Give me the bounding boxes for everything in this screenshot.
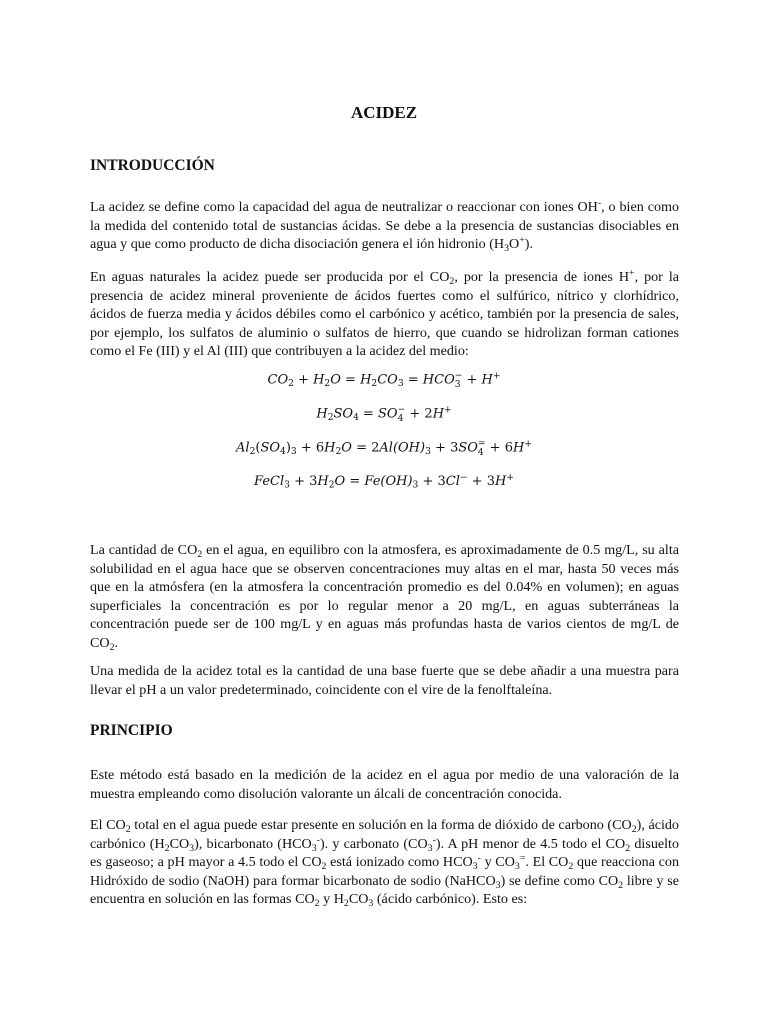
superscript: − [459,473,468,483]
eq-term: H [494,474,507,489]
eq-coefficient: 2 [371,440,380,456]
superscript: - [432,834,436,846]
eq-coefficient: 3 [450,440,459,456]
eq-operator: + [418,474,438,489]
text-run: . [114,634,119,651]
eq-term: H [313,372,325,388]
superscript: + [492,371,501,382]
eq-operator: ) [285,440,291,456]
eq-term: H [360,372,372,388]
paragraph-co2-forms [90,816,679,909]
eq-term: Cl [445,474,460,489]
text-run: en el agua, en equilibro con la atmosfera, es aproximadamente de 0.5 mg/L, su alta solubilidad en el agua hace que se observen concentraciones muy altas en el mar, hasta 50 veces más que en la atmósfera (en la atmosfera la concentración promedio es del 0.04% en volumen); en aguas superficiales la concentración es por lo regular menor a 20 mg/L, en aguas subterráneas la concentración puede ser de 100 mg/L y en aguas más profundas hasta de varios cientos de mg/L de CO [90,542,679,651]
subscript: 2 [343,897,349,909]
text-run: , por la presencia de iones H [454,269,630,285]
subscript: 2 [449,275,455,287]
text-run: está ionizado como HCO [326,854,473,870]
eq-term: H [432,406,445,422]
superscript: - [316,834,320,846]
text-run: ), ácido carbónico (H [90,817,679,852]
subscript: 2 [631,823,637,835]
subscript: 4 [397,414,404,425]
text-run: El CO [90,817,126,833]
eq-term: CO [377,372,398,388]
equation-sulfuric-acid [0,406,768,424]
eq-operator: + [467,474,487,489]
eq-term: FeCl [254,474,285,489]
eq-coefficient: 6 [315,440,325,456]
subscript: 2 [197,548,203,560]
text-run: La cantidad de CO [90,542,198,558]
text-run: La acidez se define como la capacidad del agua de neutralizar o reaccionar con iones OH [90,199,598,215]
subscript: 2 [164,842,170,854]
sub-sup-stack [478,440,486,458]
eq-term: SO [458,440,478,456]
eq-term: SO [333,406,354,422]
eq-operator: + [289,474,310,489]
text-run: que reacciona con Hidróxido de sodio (NaOH) para formar bicarbonato de sodio (NaHCO [90,854,680,889]
eq-operator: = [340,372,361,388]
eq-term: O [341,440,352,456]
text-run: y H [319,891,344,907]
eq-term: O [334,474,346,489]
paragraph-total-acidity [90,662,679,699]
eq-operator: + [485,440,505,456]
subscript: 3 [472,860,478,872]
superscript: - [477,852,481,864]
eq-coefficient: 3 [486,474,495,489]
superscript: = [519,852,526,864]
subscript: 2 [328,480,335,491]
subscript: 2 [321,860,327,872]
subscript: 3 [368,897,374,909]
eq-term: CO [267,372,289,388]
subscript: 3 [495,879,501,891]
text-run: CO [348,891,369,907]
text-run: Este método está basado en la medición de la acidez en el agua por medio de una valoración de la muestra empleando como disolución valorante un álcali de concentración conocida. [90,767,679,802]
text-run: y CO [480,854,515,870]
eq-coefficient: 2 [424,406,433,422]
section-heading-principio: PRINCIPIO [90,722,173,739]
document-title: ACIDEZ [350,103,418,122]
eq-term: SO [260,440,281,456]
subscript: 3 [454,380,461,391]
subscript: 2 [625,842,631,854]
eq-operator: = [358,406,379,422]
subscript: 3 [290,447,297,458]
eq-term: H [317,474,329,489]
eq-operator: = [403,372,423,388]
paragraph-definition [90,198,679,254]
eq-coefficient: 3 [309,474,318,489]
text-run: , o bien como la medida del contenido total de sustancias ácidas. Se debe a la presencia de sustancias disociables en agua y que como producto de dicha disociación genera el ión hidronio (H [90,199,680,252]
subscript: 2 [335,447,342,458]
subscript: 2 [314,897,320,909]
equation-aluminium-sulfate [0,440,768,458]
superscript: + [444,405,452,416]
subscript: 2 [288,379,294,390]
subscript: 3 [397,379,404,390]
text-run: ) se define como CO [500,872,619,889]
eq-term: O [330,372,341,388]
subscript: 3 [514,860,520,872]
eq-coefficient: 6 [504,440,513,456]
subscript: 3 [189,842,195,854]
subscript: 2 [568,860,574,872]
text-run: En aguas naturales la acidez puede ser producida por el CO [90,269,450,285]
text-run: total en el agua puede estar presente en solución en la forma de dióxido de carbono (CO [130,817,632,833]
superscript: + [506,473,514,483]
eq-operator: ( [255,440,261,456]
subscript: 3 [425,447,431,458]
paragraph-method [90,766,679,803]
paragraph-co2-quantity [90,541,679,652]
subscript: 2 [327,413,334,424]
subscript: 2 [618,879,624,891]
subscript: 2 [324,379,331,390]
section-heading-introduccion: INTRODUCCIÓN [90,157,215,174]
eq-operator: = [345,474,365,489]
eq-term: Al [236,440,250,456]
text-run: Una medida de la acidez total es la cantidad de una base fuerte que se debe añadir a una muestra para llevar el pH a un valor predeterminado, coincidente con el vire de la fenolftaleína. [90,663,679,698]
eq-coefficient: 3 [437,474,446,489]
subscript: 2 [249,447,256,458]
eq-term: H [481,372,493,388]
eq-term: SO [378,406,398,422]
eq-term: Al [379,440,393,456]
eq-operator: + [293,372,314,388]
text-run: ). A pH menor de 4.5 todo el CO [435,835,626,852]
eq-operator: + [296,440,316,456]
eq-term: (OH) [392,440,426,456]
superscript: - [597,197,602,209]
superscript: − [454,371,463,381]
superscript: = [477,439,486,449]
text-run: ). y carbonato (CO [319,835,428,852]
subscript: 3 [284,480,290,491]
eq-term: HCO [422,372,455,388]
eq-operator: = [351,440,372,456]
text-run: O [509,236,520,252]
subscript: 4 [477,448,484,459]
text-run: , por la presencia de acidez mineral proveniente de ácidos fuertes como el sulfúrico, nítrico y clorhídrico, ácidos de fuerza media y ácidos débiles como el carbónico y acético, también por la presencia de sales, por ejemplo, los sulfatos de aluminio o sulfatos de hierro, que cuando se hidrolizan forman cationes como el Fe (III) y el Al (III) que contribuyen a la acidez del medio: [90,269,680,359]
text-run: (ácido carbónico). Esto es: [373,891,528,907]
eq-operator: + [430,440,451,456]
equation-ferric-chloride [0,474,768,489]
eq-term: Fe(OH) [364,474,413,489]
subscript: 2 [109,641,115,653]
eq-term: H [324,440,336,456]
subscript: 3 [412,480,419,491]
eq-term: H [513,440,525,456]
equation-co2-dissociation [0,372,768,390]
subscript: 4 [280,447,286,458]
subscript: 4 [353,413,359,424]
subscript: 2 [371,379,378,390]
eq-term: H [316,406,328,422]
text-run: ), bicarbonato (HCO [194,835,312,852]
superscript: + [629,267,635,279]
subscript: 3 [504,242,510,254]
text-run: libre y se encuentra en solución en las formas CO [90,872,679,907]
superscript: + [519,234,525,246]
subscript: 3 [427,842,433,854]
paragraph-natural-waters [90,268,679,361]
subscript: 2 [125,823,131,835]
text-run: CO [169,835,190,852]
text-run: . El CO [525,854,569,870]
superscript: − [397,405,406,415]
text-run: disuelto es gaseoso; a pH mayor a 4.5 todo el CO [90,835,679,870]
eq-operator: + [405,406,425,422]
text-run: ). [524,236,533,252]
subscript: 3 [311,842,317,854]
superscript: + [524,439,532,450]
eq-operator: + [462,372,482,388]
